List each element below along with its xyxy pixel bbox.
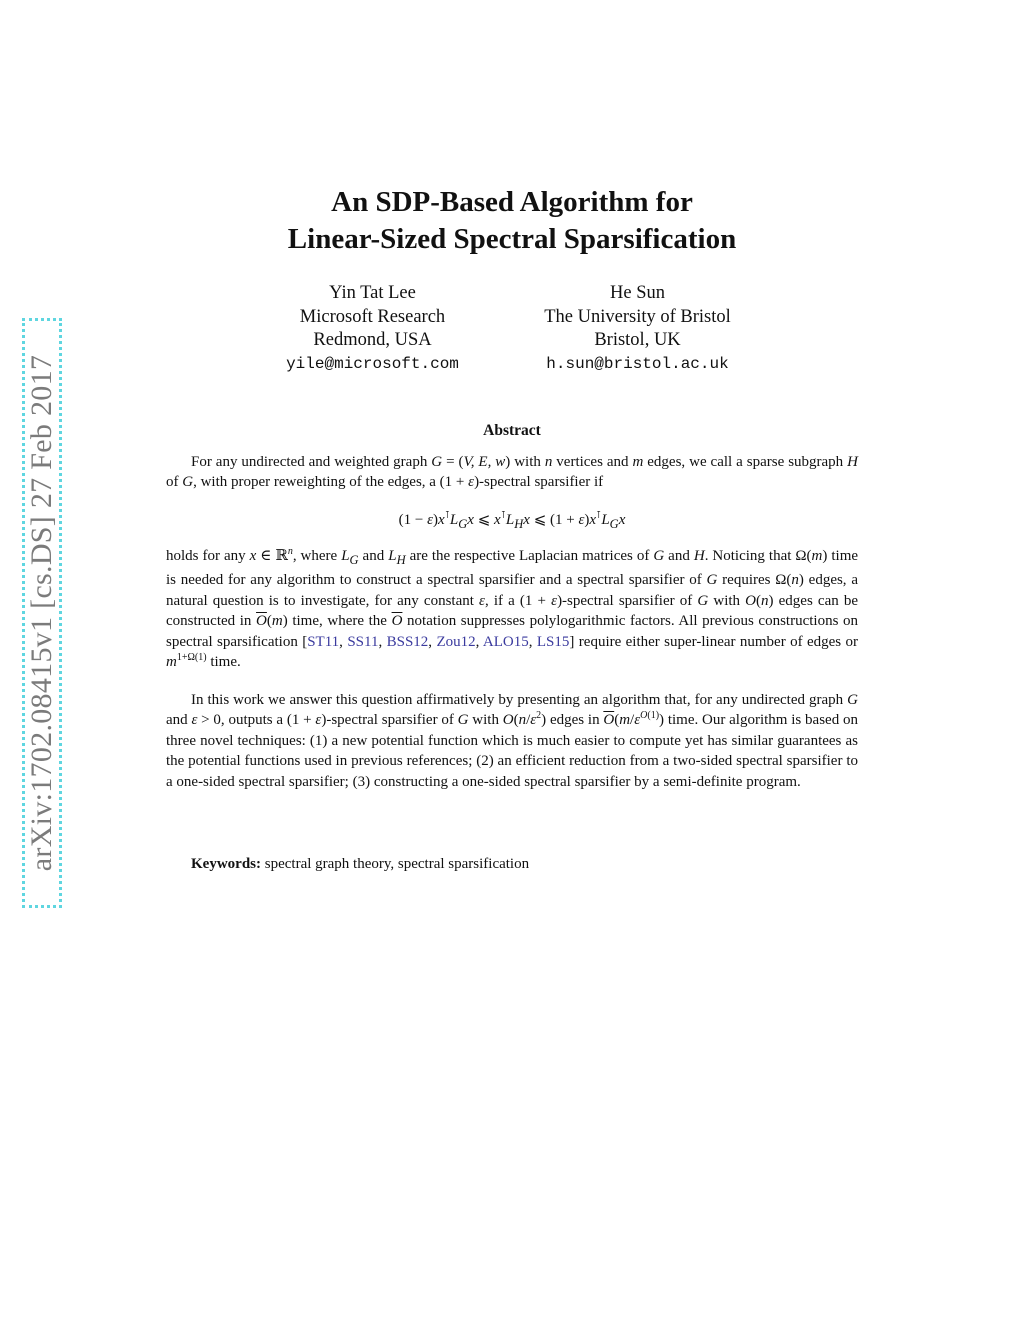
author-affiliation: The University of Bristol: [544, 306, 731, 327]
arxiv-id[interactable]: arXiv:1702.08415v1 [cs.DS] 27 Feb 2017: [25, 354, 58, 872]
citation-link[interactable]: SS11: [347, 633, 379, 650]
arxiv-stamp: [22, 318, 62, 908]
citation-link[interactable]: BSS12: [386, 633, 429, 650]
author-name: Yin Tat Lee: [329, 283, 416, 303]
citation-link[interactable]: Zou12: [436, 633, 476, 650]
citation-link[interactable]: ST11: [307, 633, 340, 650]
keywords-label: Keywords:: [191, 856, 261, 872]
author-block-1: [265, 282, 480, 376]
author-name: He Sun: [610, 283, 665, 303]
abstract-paragraph-1: For any undirected and weighted graph G = (V, E, w) with n vertices and m edges, we call a sparse subgraph H of G, with proper reweighting of the edges, a (1 + ε)-spectral sparsifier if: [166, 454, 858, 491]
author-location: Redmond, USA: [313, 330, 432, 350]
abstract-paragraph-2: holds for any x ∈ ℝ$^n$, where $L_G$ and $L_H$ are the respective Laplacian matrices of G and H. Noticing that Ω(m) time is needed for any algorithm to construct a spectral sparsifier and a spectral sparsifier of G requires Ω(n) edges, a natural question is to investigate, for any constant ε, if a (1 + ε)-spectral sparsifier of G with O(n) edges can be constructed in $\overline{O}(m)$ time, where the $\overline{O}$ notation suppresses polylogarithmic factors. All previous constructions on spectral sparsification [ST11, SS11, BSS12, Zou12, ALO15, LS15] require either super-linear number of edges or $m^{1+\Omega(1)}$ time.: [166, 546, 859, 671]
keywords: [191, 856, 529, 873]
abstract-paragraph-3: In this work we answer this question affirmatively by presenting an algorithm that, for any undirected graph G and ε > 0, outputs a (1 + ε)-spectral sparsifier of G with $O(n/\varepsilon^2)$ edges in $\overline{O}(m/\varepsilon^{O(1)})$ time. Our algorithm is based on three novel techniques: (1) a new potential function which is much easier to compute yet has similar guarantees as the potential functions used in previous references; (2) an efficient reduction from a two-sided spectral sparsifier to a one-sided spectral sparsifier; (3) constructing a one-sided spectral sparsifier by a semi-definite program.: [166, 692, 858, 790]
author-block-2: [515, 282, 760, 376]
author-affiliation: Microsoft Research: [299, 306, 446, 327]
title-line-2: Linear-Sized Spectral Sparsification: [287, 223, 737, 255]
title-line-1: An SDP-Based Algorithm for: [331, 186, 693, 218]
citation-link[interactable]: ALO15: [482, 633, 529, 650]
abstract-equation: $(1 - \varepsilon)x^⊺L_Gx$ ⩽ $x^⊺L_Hx$ ⩽ $(1 + \varepsilon)x^⊺L_Gx$: [398, 510, 626, 531]
author-email[interactable]: h.sun@bristol.ac.uk: [546, 354, 729, 373]
abstract-heading: Abstract: [483, 422, 541, 439]
citation-link[interactable]: LS15: [536, 633, 570, 650]
keywords-text: spectral graph theory, spectral sparsification: [264, 856, 530, 872]
paper-title: [0, 184, 1024, 258]
author-email[interactable]: yile@microsoft.com: [286, 354, 459, 373]
author-location: Bristol, UK: [594, 330, 681, 350]
